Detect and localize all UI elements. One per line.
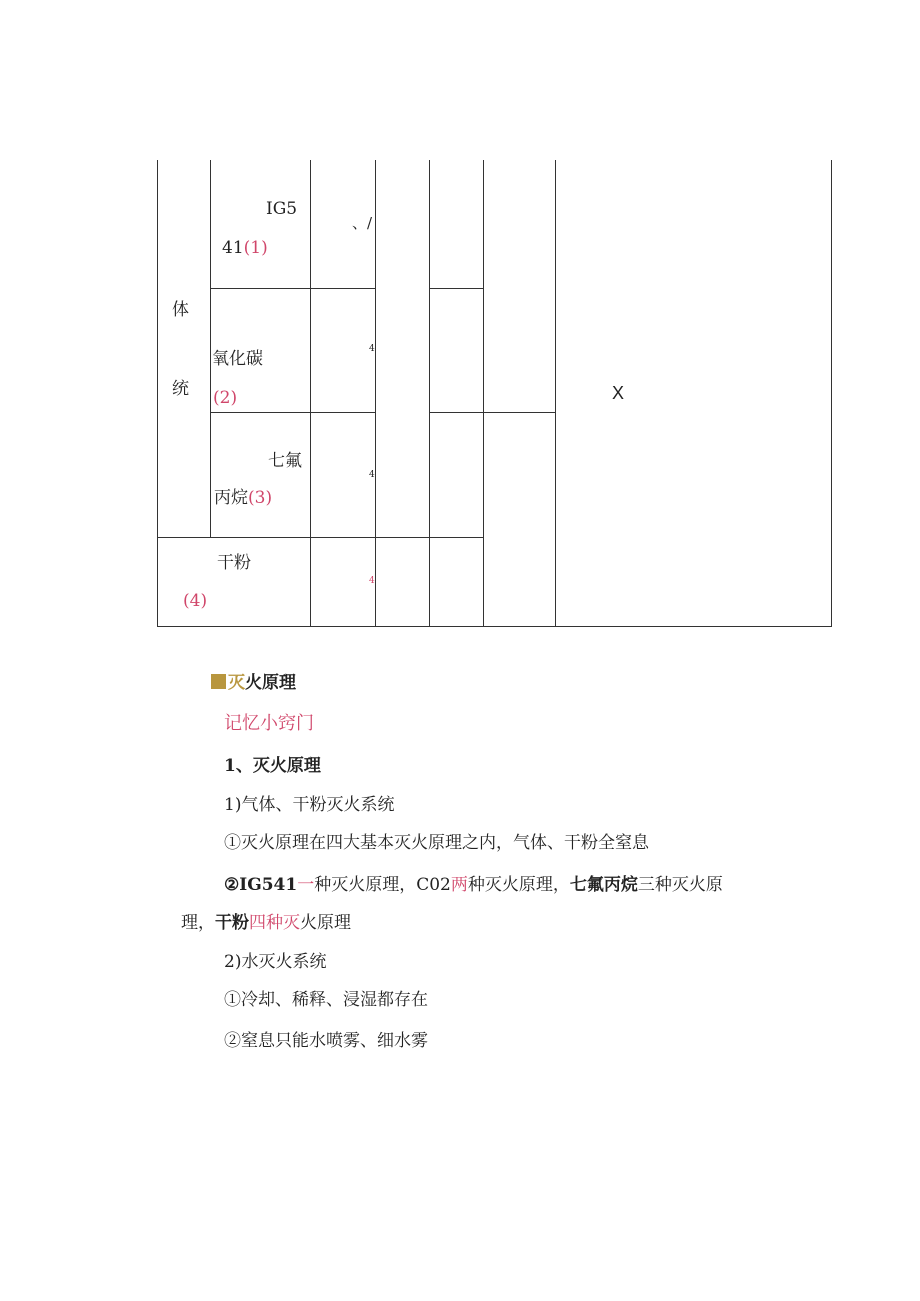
table-line-h2-a <box>210 412 376 413</box>
item-4: ②窒息只能水喷雾、细水雾 <box>224 1031 428 1051</box>
table-line-h1-b <box>429 288 484 289</box>
subheading-1: 1)气体、干粉灭火系统 <box>224 795 395 815</box>
table-line-v6 <box>555 160 556 627</box>
table-line-v4 <box>429 160 430 627</box>
powder-number: (4) <box>183 591 208 611</box>
square-bullet-icon <box>211 674 226 689</box>
section-title: 灭火原理 <box>0 673 920 693</box>
table-line-v3 <box>375 160 376 627</box>
ig541-label-line2: 41(1) <box>222 238 268 258</box>
memory-tip: 记忆小窍门 <box>224 713 314 734</box>
table-line-v2 <box>310 160 311 627</box>
table-border-left <box>157 160 158 627</box>
x-mark: X <box>612 383 625 403</box>
ig541-mark: 、/ <box>352 214 373 232</box>
table-line-h3-a <box>157 537 376 538</box>
hfc-label-line2: 丙烷(3) <box>214 488 273 508</box>
powder-label-line1: 干粉 <box>217 553 251 573</box>
gas-system-label-bottom: 统 <box>172 379 189 399</box>
table-line-h3-b <box>375 537 484 538</box>
hfc-mark: 4 <box>369 470 375 480</box>
hfc-number: (3) <box>248 488 273 508</box>
item-2-line1: ②IG541一种灭火原理，C02两种灭火原理，七氟丙烷三种灭火原 <box>224 875 723 895</box>
ig541-number: (1) <box>243 238 268 258</box>
item-2-line2: 理，干粉四种灭火原理 <box>181 913 351 933</box>
hfc-label-line1: 七氟 <box>268 451 302 471</box>
co2-label-line1: 氧化碳 <box>212 349 263 369</box>
table-line-v5 <box>483 160 484 627</box>
item-1: ①灭火原理在四大基本灭火原理之内，气体、干粉全窒息 <box>224 833 649 853</box>
table-line-h1-a <box>210 288 376 289</box>
table-line-h2-b <box>429 412 556 413</box>
co2-number: (2) <box>213 388 238 408</box>
subheading-2: 2)水灭火系统 <box>224 952 327 972</box>
heading-1: 1、灭火原理 <box>224 756 321 776</box>
gas-system-label-top: 体 <box>172 300 189 320</box>
ig541-label-line1: IG5 <box>266 199 298 219</box>
co2-mark: 4 <box>369 344 375 354</box>
table-line-v1 <box>210 160 211 538</box>
table-border-right <box>831 160 832 627</box>
item-3: ①冷却、稀释、浸湿都存在 <box>224 990 428 1010</box>
powder-mark: 4 <box>369 576 375 586</box>
table-border-bottom <box>157 626 832 627</box>
